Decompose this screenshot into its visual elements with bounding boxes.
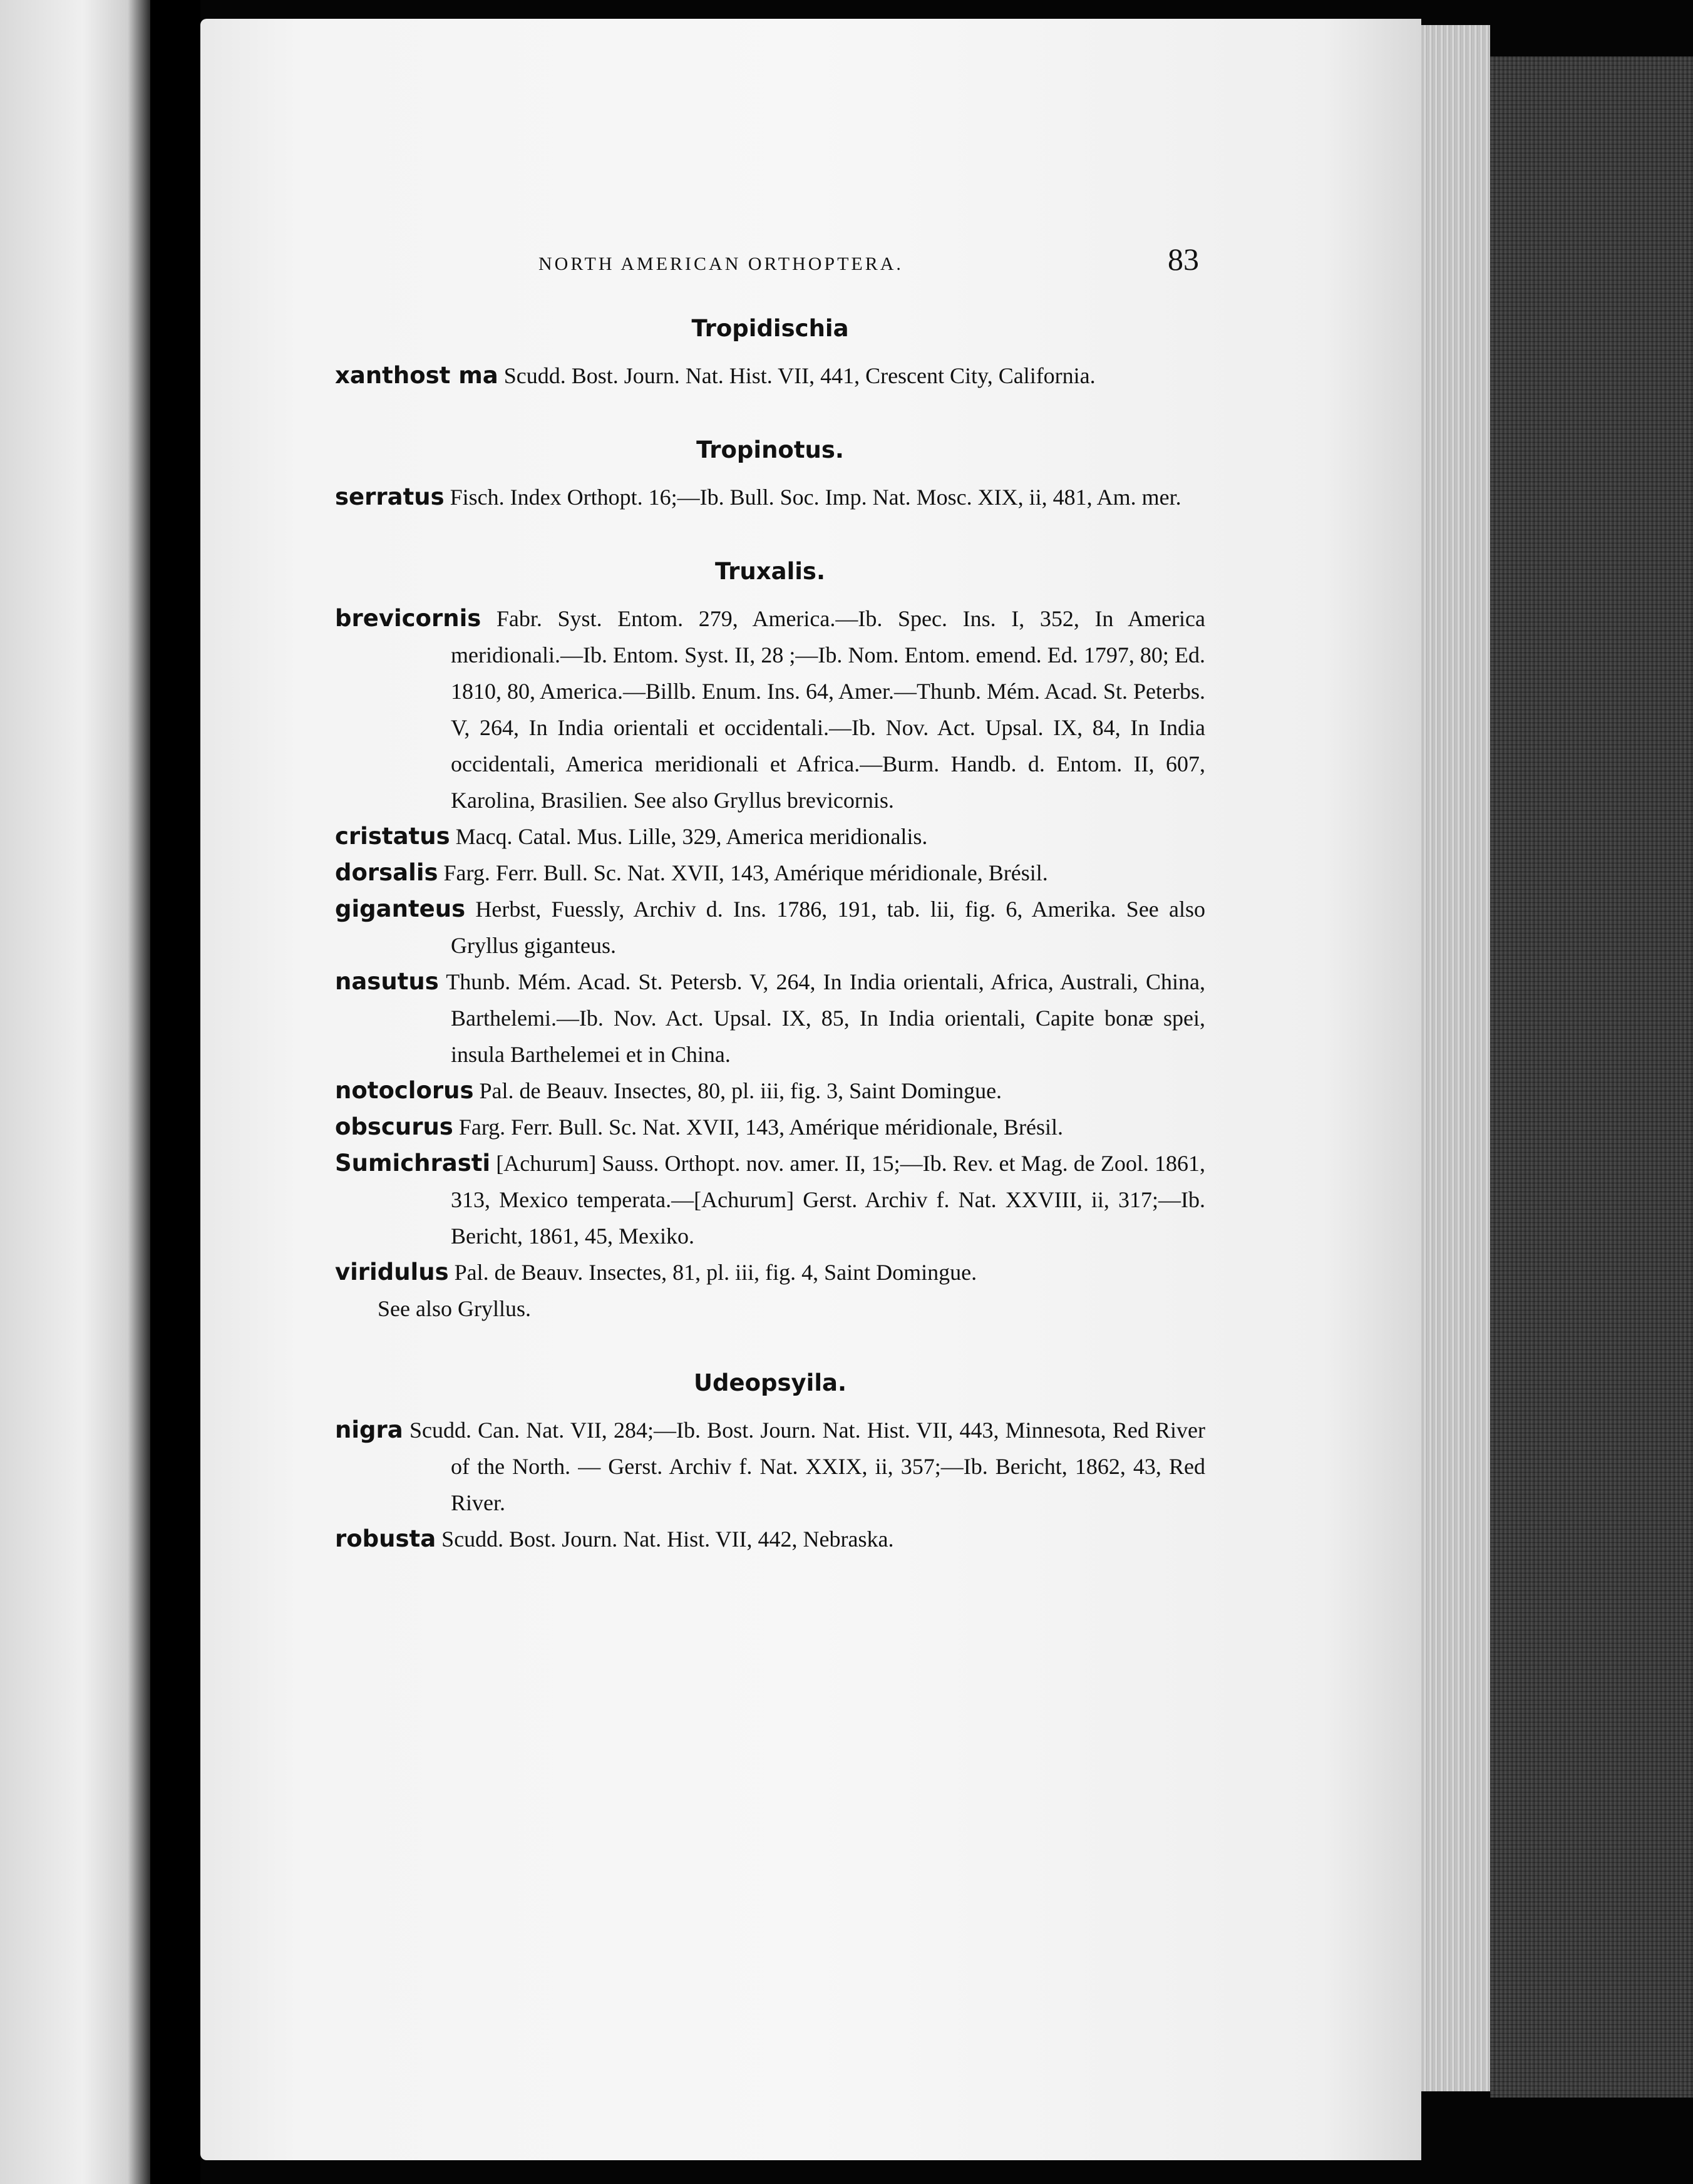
running-title: NORTH AMERICAN ORTHOPTERA.: [538, 254, 903, 274]
entry-citation: Scudd. Bost. Journ. Nat. Hist. VII, 442, Nebraska.: [441, 1527, 894, 1552]
section-tropinotus: [335, 431, 1205, 515]
species-entry: [335, 1109, 1205, 1145]
genus-heading: Tropidischia: [691, 315, 849, 342]
species-entry: [335, 1412, 1205, 1521]
species-entry: [335, 818, 1205, 855]
species-entry: [335, 1254, 1205, 1290]
genus-heading: Truxalis.: [714, 558, 826, 585]
page-number: 83: [1168, 242, 1199, 277]
entry-citation: Thunb. Mém. Acad. St. Petersb. V, 264, In India orientali, Africa, Australi, China, Barthelemi.—Ib. Nov. Act. Upsal. IX, 85, In India orientali, Capite bonæ spei, insula Barthelemei et in China.: [446, 969, 1205, 1067]
entry-citation: [Achurum] Sauss. Orthopt. nov. amer. II, 15;—Ib. Rev. et Mag. de Zool. 1861, 313, Mexico temperata.—[Achurum] Gerst. Archiv f. Nat. XXVIII, ii, 317;—Ib. Bericht, 1861, 45, Mexiko.: [451, 1151, 1206, 1249]
entry-citation: Herbst, Fuessly, Archiv d. Ins. 1786, 191, tab. lii, fig. 6, Amerika. See also Gryllus giganteus.: [451, 897, 1206, 958]
genus-heading: Udeopsyila.: [693, 1369, 847, 1396]
see-also-note: See also Gryllus.: [378, 1296, 531, 1321]
species-name: Sumichrasti: [335, 1150, 491, 1177]
entry-citation: Scudd. Can. Nat. VII, 284;—Ib. Bost. Journ. Nat. Hist. VII, 443, Minnesota, Red River of the North. — Gerst. Archiv f. Nat. XXIX, ii, 357;—Ib. Bericht, 1862, 43, Red River.: [409, 1418, 1206, 1515]
species-entry: [335, 964, 1205, 1073]
species-name: notoclorus: [335, 1077, 474, 1104]
species-entry: [335, 1145, 1205, 1254]
running-head: [335, 241, 1205, 291]
species-name: serratus: [335, 483, 445, 510]
section-tropidischia: [335, 310, 1205, 394]
entry-citation: Pal. de Beauv. Insectes, 80, pl. iii, fig. 3, Saint Domingue.: [479, 1078, 1002, 1103]
entry-citation: Macq. Catal. Mus. Lille, 329, America meridionalis.: [455, 824, 928, 849]
book-edge: [1490, 56, 1693, 2098]
entry-citation: Scudd. Bost. Journ. Nat. Hist. VII, 441, Crescent City, California.: [503, 363, 1096, 388]
book-gutter: [150, 0, 200, 2184]
species-name: cristatus: [335, 823, 450, 850]
entry-citation: Pal. de Beauv. Insectes, 81, pl. iii, fig. 4, Saint Domingue.: [454, 1260, 977, 1285]
species-entry: [335, 891, 1205, 964]
entry-citation: Fabr. Syst. Entom. 279, America.—Ib. Spec. Ins. I, 352, In America meridionali.—Ib. Entom. Syst. II, 28 ;—Ib. Nom. Entom. emend. Ed. 1797, 80; Ed. 1810, 80, America.—Billb. Enum. Ins. 64, Amer.—Thunb. Mém. Acad. St. Peterbs. V, 264, In India orientali et occidentali.—Ib. Nov. Act. Upsal. IX, 84, In India occidentali, America meridionali et Africa.—Burm. Handb. d. Entom. II, 607, Karolina, Brasilien. See also Gryllus brevicornis.: [451, 606, 1205, 813]
species-name: giganteus: [335, 895, 466, 922]
species-entry: [335, 358, 1205, 394]
species-name: xanthost ma: [335, 362, 498, 389]
section-truxalis: [335, 553, 1205, 1327]
genus-heading: Tropinotus.: [696, 436, 844, 463]
species-name: obscurus: [335, 1113, 453, 1140]
species-entry: [335, 855, 1205, 891]
species-name: viridulus: [335, 1259, 449, 1285]
section-udeopsyila: [335, 1364, 1205, 1557]
entry-citation: Farg. Ferr. Bull. Sc. Nat. XVII, 143, Amérique méridionale, Brésil.: [443, 860, 1048, 885]
left-page-edge: [0, 0, 150, 2184]
species-entry: [335, 1073, 1205, 1109]
species-name: robusta: [335, 1525, 436, 1552]
species-entry: [335, 600, 1205, 818]
entry-citation: Fisch. Index Orthopt. 16;—Ib. Bull. Soc. Imp. Nat. Mosc. XIX, ii, 481, Am. mer.: [450, 485, 1181, 510]
species-name: brevicornis: [335, 605, 481, 632]
text-block: [335, 241, 1205, 1557]
species-entry: [335, 479, 1205, 515]
page-stack-edge: [1421, 25, 1490, 2091]
species-name: nigra: [335, 1416, 403, 1443]
species-name: nasutus: [335, 968, 439, 995]
species-entry: [335, 1521, 1205, 1557]
species-name: dorsalis: [335, 859, 438, 886]
entry-citation: Farg. Ferr. Bull. Sc. Nat. XVII, 143, Amérique méridionale, Brésil.: [458, 1115, 1063, 1140]
